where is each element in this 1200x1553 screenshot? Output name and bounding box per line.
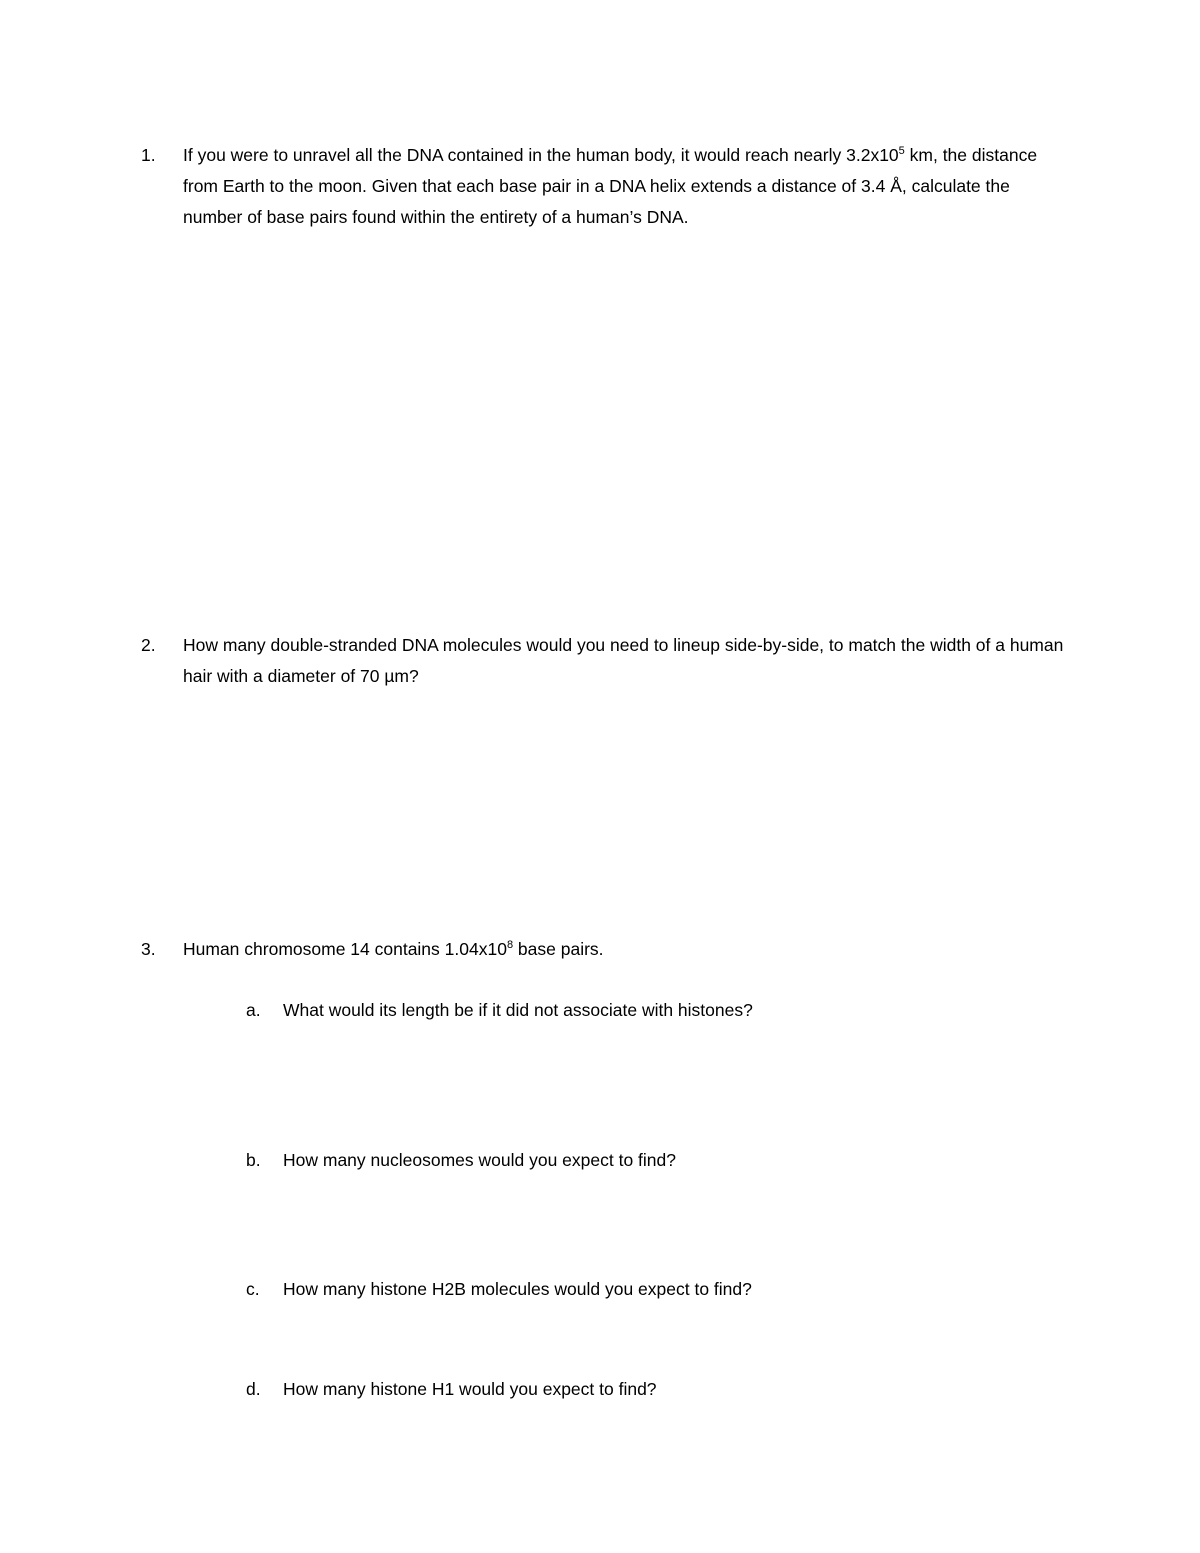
question-3 (141, 934, 1071, 965)
question-3-part-a (246, 995, 1066, 1026)
question-3-part-d (246, 1374, 1066, 1405)
part-text: How many nucleosomes would you expect to find? (283, 1150, 676, 1170)
part-letter: d. (246, 1379, 261, 1399)
question-text: How many double-stranded DNA molecules would you need to lineup side-by-side, to match the width of a human hair with a diameter of 70 µm? (183, 635, 1064, 686)
question-number: 2. (141, 635, 156, 655)
question-text-part: If you were to unravel all the DNA contained in the human body, it would reach nearly 3.2x10 (183, 145, 899, 165)
question-text-part: Human chromosome 14 contains 1.04x10 (183, 939, 507, 959)
exponent: 8 (506, 939, 514, 951)
part-letter: a. (246, 1000, 261, 1020)
part-letter: b. (246, 1150, 261, 1170)
question-text (183, 934, 1071, 965)
question-number: 3. (141, 939, 156, 959)
part-text: What would its length be if it did not associate with histones? (283, 1000, 753, 1020)
exponent: 5 (898, 145, 905, 157)
question-number: 1. (141, 145, 156, 165)
question-text (183, 140, 1071, 233)
question-text-part: base pairs. (513, 939, 604, 959)
question-1 (141, 140, 1071, 233)
question-2 (141, 630, 1071, 692)
part-letter: c. (246, 1279, 260, 1299)
question-3-part-b (246, 1145, 1066, 1176)
part-text: How many histone H2B molecules would you expect to find? (283, 1279, 752, 1299)
question-3-part-c (246, 1274, 1066, 1305)
question-text-part: km, the distance from Earth to the moon. Given that each base pair in a DNA helix extends a distance of 3.4 Å, calculate the number of base pairs found within the entirety of a human’s DNA. (183, 145, 1038, 227)
part-text: How many histone H1 would you expect to find? (283, 1379, 657, 1399)
